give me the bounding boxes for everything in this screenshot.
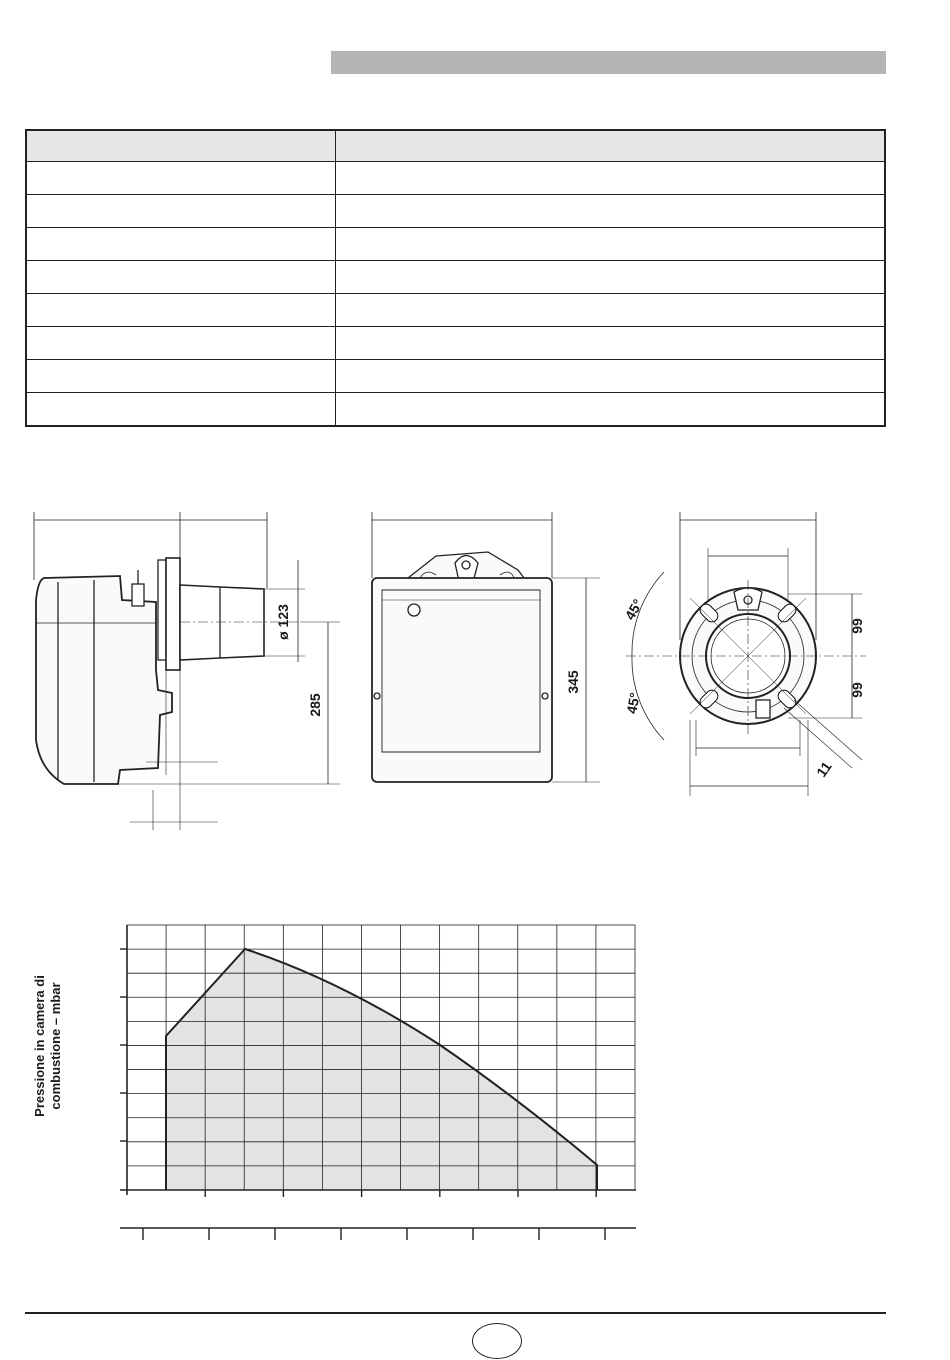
dimension-drawings	[0, 490, 950, 830]
height-345-label: 345	[565, 670, 581, 694]
table-row	[26, 327, 885, 360]
table-row	[26, 228, 885, 261]
table-cell	[336, 327, 886, 360]
table-row	[26, 261, 885, 294]
table-cell	[336, 294, 886, 327]
table-header-row	[26, 130, 885, 162]
flange-view	[626, 512, 866, 796]
table-cell	[26, 360, 336, 393]
table-cell	[26, 261, 336, 294]
table-row	[26, 294, 885, 327]
table-row	[26, 162, 885, 195]
burner-side-view	[34, 512, 340, 830]
working-field-chart	[0, 900, 950, 1260]
specifications-table	[25, 129, 886, 427]
table-cell	[336, 393, 886, 427]
table-cell	[26, 228, 336, 261]
angle-bottom-label: 45°	[623, 691, 643, 715]
dim-99-lower-label: 99	[849, 682, 865, 698]
height-285-label: 285	[307, 693, 323, 717]
table-cell	[26, 393, 336, 427]
table-row	[26, 393, 885, 427]
chart-y-axis-label	[18, 950, 78, 1150]
chart-grid	[120, 925, 636, 1240]
burner-front-view	[372, 512, 600, 782]
table-cell	[336, 130, 886, 162]
table-cell	[26, 195, 336, 228]
diameter-label: ø 123	[275, 604, 291, 640]
table-cell	[26, 130, 336, 162]
ylabel-line-2: combustione – mbar	[48, 982, 63, 1110]
footer-rule	[25, 1312, 886, 1314]
table-cell	[26, 327, 336, 360]
table-cell	[26, 294, 336, 327]
dim-99-upper-label: 99	[849, 618, 865, 634]
ylabel-line-1: Pressione in camera di	[32, 975, 47, 1117]
hole-11-label: 11	[813, 758, 835, 780]
table-cell	[336, 162, 886, 195]
table-cell	[336, 261, 886, 294]
table-cell	[26, 162, 336, 195]
angle-top-label: 45°	[621, 596, 646, 623]
section-title-bar	[331, 51, 886, 74]
table-cell	[336, 228, 886, 261]
page-number-oval	[472, 1323, 522, 1359]
table-cell	[336, 360, 886, 393]
table-cell	[336, 195, 886, 228]
table-row	[26, 360, 885, 393]
table-row	[26, 195, 885, 228]
